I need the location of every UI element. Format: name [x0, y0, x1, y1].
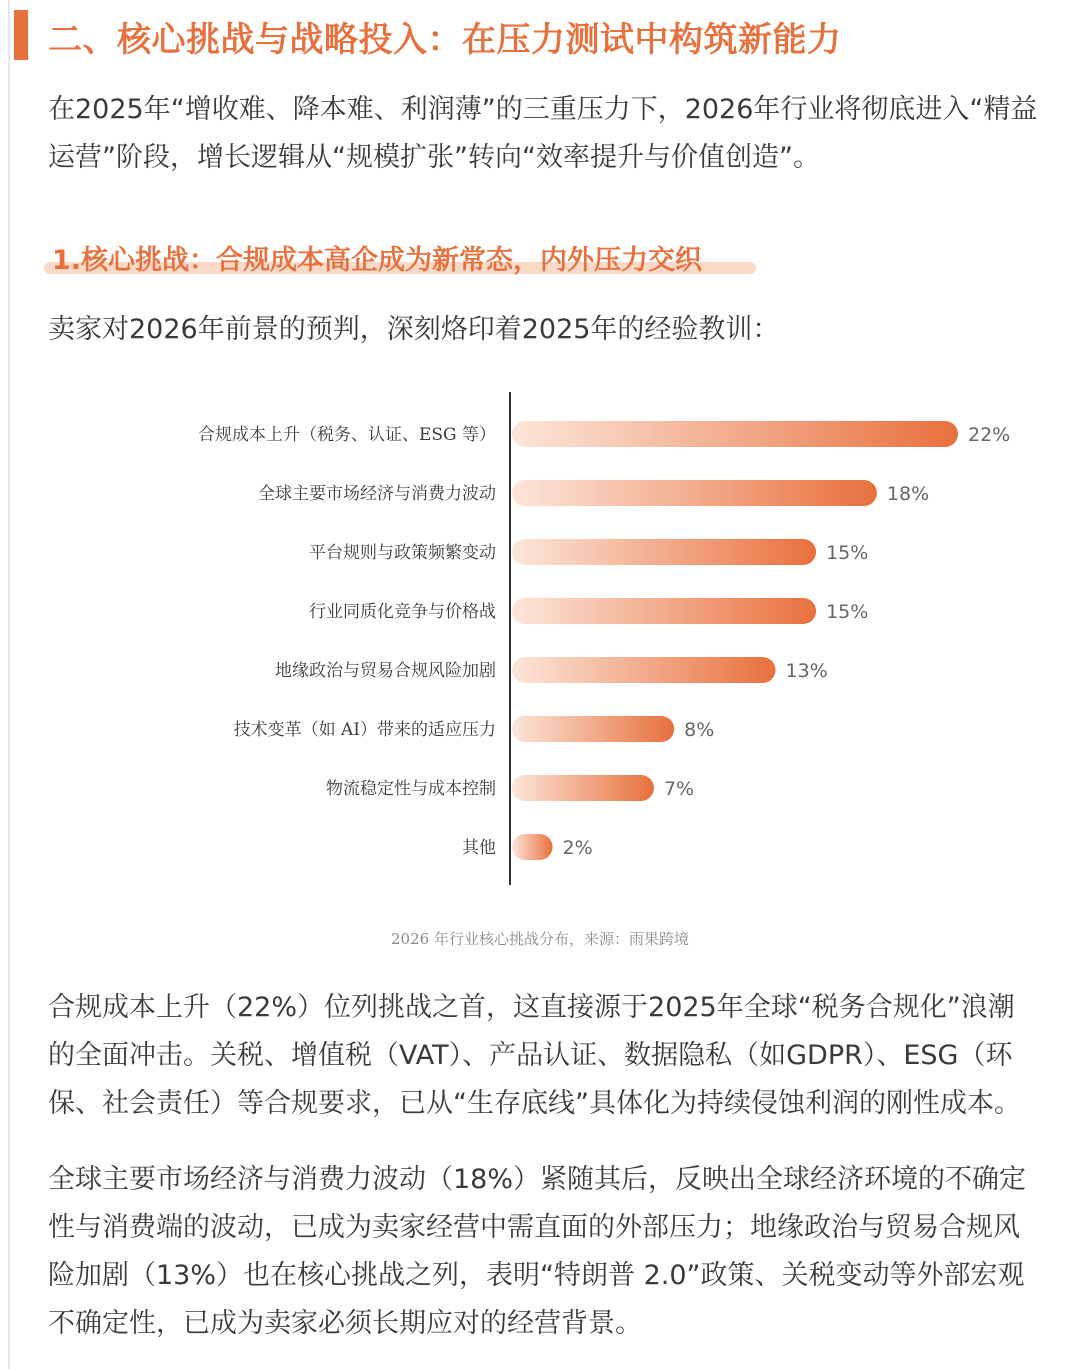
challenges-bar-chart [0, 380, 1080, 900]
category-label: 全球主要市场经济与消费力波动 [258, 484, 496, 504]
value-label: 2% [562, 837, 593, 859]
value-label: 15% [826, 542, 869, 564]
bar [512, 657, 776, 683]
sub-heading-block [44, 238, 702, 284]
analysis-paragraph-1: 合规成本上升（22%）位列挑战之首，这直接源于2025年全球“税务合规化”浪潮的全面冲击。关税、增值税（VAT）、产品认证、数据隐私（如GDPR）、ESG（环保、社会责任）等合规要求，已从“生存底线”具体化为持续侵蚀利润的刚性成本。 [48, 992, 1021, 1119]
value-label: 8% [684, 719, 715, 741]
category-label: 物流稳定性与成本控制 [326, 779, 496, 799]
value-label: 7% [663, 778, 695, 800]
bar [512, 480, 877, 506]
section-accent-bar [14, 10, 28, 60]
bar [512, 716, 674, 742]
category-label: 技术变革（如 AI）带来的适应压力 [233, 720, 496, 740]
bar [512, 421, 958, 447]
bar [512, 834, 553, 860]
bar [512, 539, 816, 565]
chart-lead-in: 卖家对2026年前景的预判，深刻烙印着2025年的经验教训： [48, 314, 780, 345]
chart-caption: 2026 年行业核心挑战分布，来源：雨果跨境 [391, 930, 689, 948]
bar [512, 775, 654, 801]
category-label: 行业同质化竞争与价格战 [309, 602, 496, 622]
bar [512, 598, 816, 624]
section-title: 二、核心挑战与战略投入：在压力测试中构筑新能力 [48, 20, 842, 60]
category-label: 合规成本上升（税务、认证、ESG 等） [197, 425, 496, 445]
category-label: 平台规则与政策频繁变动 [309, 543, 496, 563]
value-label: 15% [826, 601, 869, 623]
category-label: 地缘政治与贸易合规风险加剧 [275, 661, 496, 681]
value-label: 22% [968, 424, 1011, 446]
category-label: 其他 [462, 838, 496, 858]
value-label: 18% [886, 483, 930, 505]
intro-paragraph: 在2025年“增收难、降本难、利润薄”的三重压力下，2026年行业将彻底进入“精益运营”阶段，增长逻辑从“规模扩张”转向“效率提升与价值创造”。 [48, 94, 1038, 173]
analysis-paragraph-2: 全球主要市场经济与消费力波动（18%）紧随其后，反映出全球经济环境的不确定性与消费端的波动，已成为卖家经营中需直面的外部压力；地缘政治与贸易合规风险加剧（13%）也在核心挑战之列，表明“特朗普 2.0”政策、关税变动等外部宏观不确定性，已成为卖家必须长期应对的经营背景。 [48, 1164, 1027, 1339]
sub-heading: 1.核心挑战：合规成本高企成为新常态，内外压力交织 [52, 245, 703, 276]
value-label: 13% [785, 660, 828, 682]
